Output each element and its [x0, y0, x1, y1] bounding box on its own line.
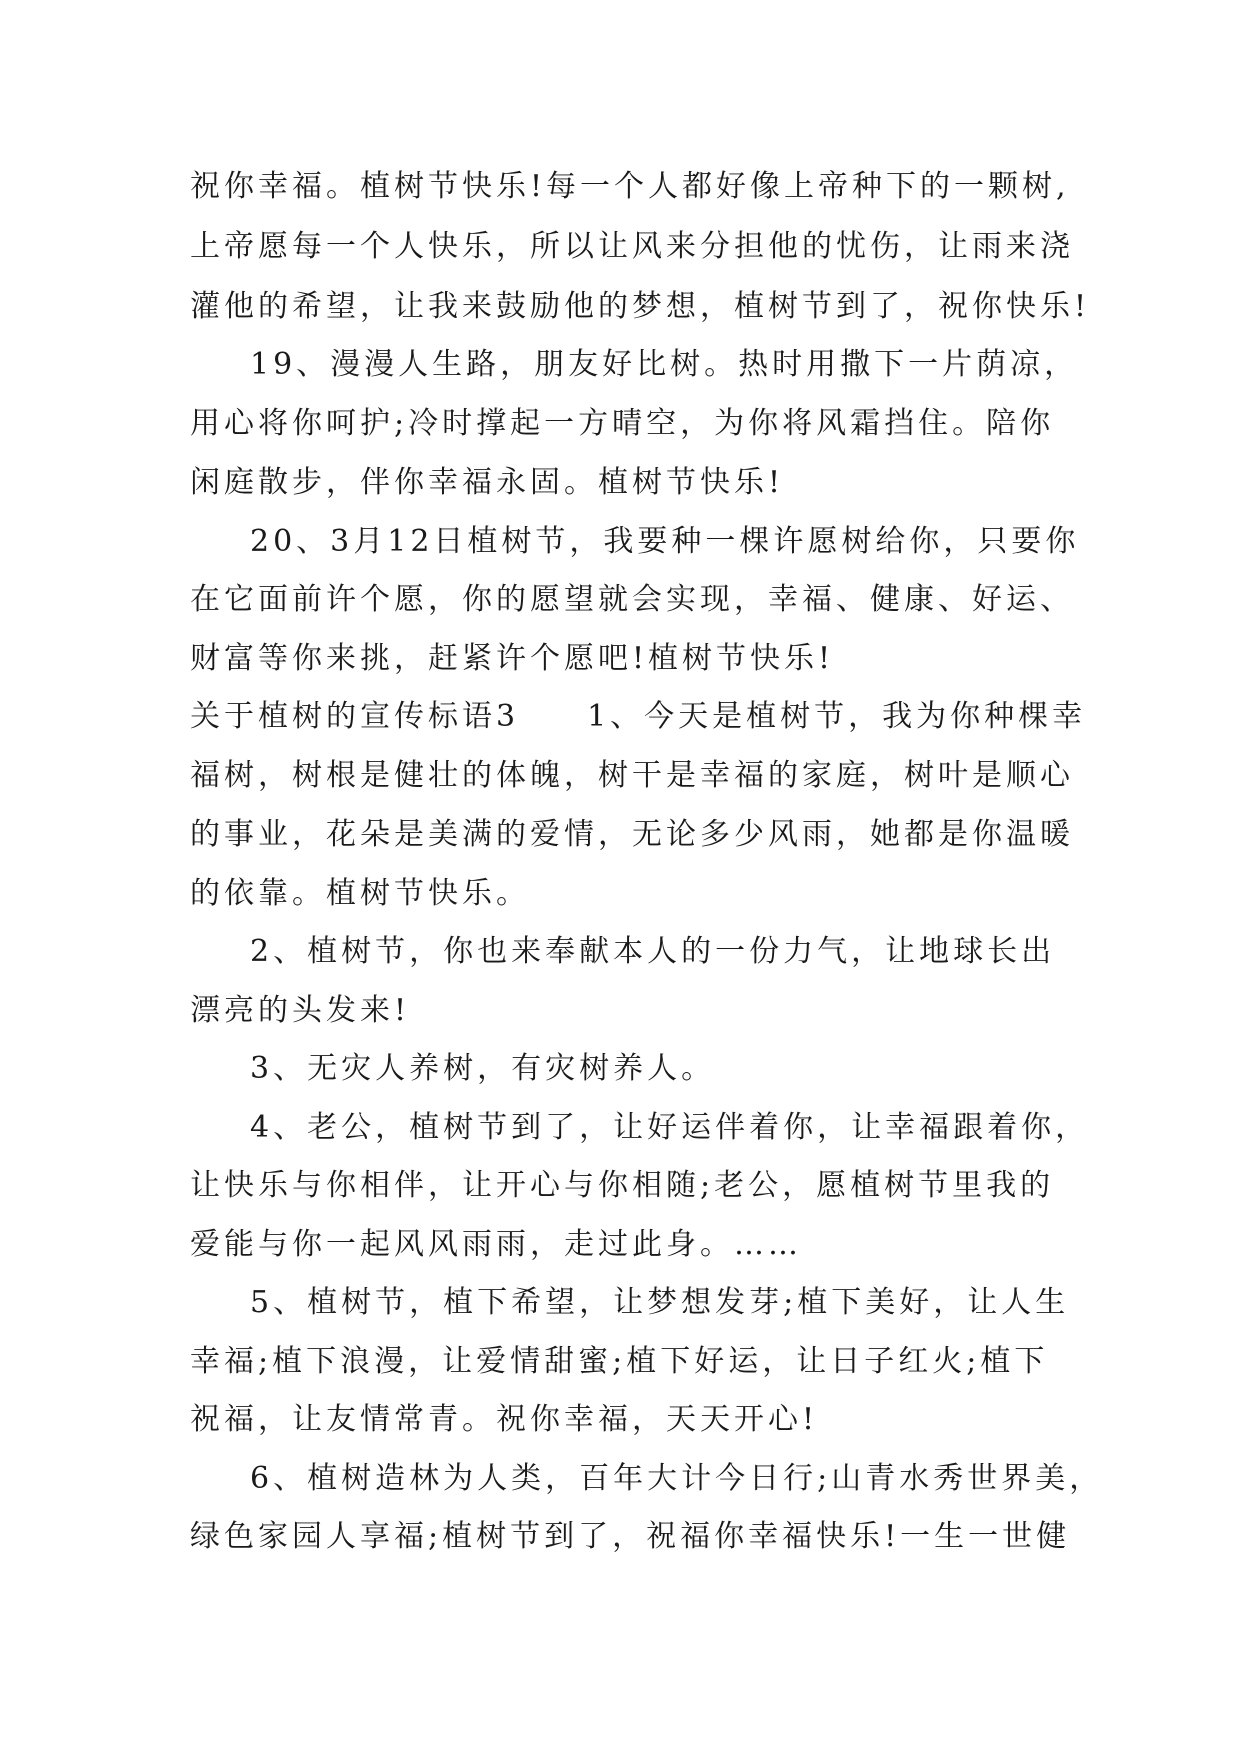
text-line: 让快乐与你相伴，让开心与你相随;老公，愿植树节里我的 [190, 1168, 1055, 1203]
text-line: 6、植树造林为人类，百年大计今日行;山青水秀世界美， [250, 1461, 1104, 1496]
text-line: 4、老公，植树节到了，让好运伴着你，让幸福跟着你， [250, 1110, 1090, 1145]
text-line: 幸福;植下浪漫，让爱情甜蜜;植下好运，让日子红火;植下 [190, 1344, 1049, 1379]
text-line: 用心将你呵护;冷时撑起一方晴空，为你将风霜挡住。陪你 [190, 406, 1055, 441]
text-line: 闲庭散步，伴你幸福永固。植树节快乐! [190, 465, 785, 500]
text-line: 5、植树节，植下希望，让梦想发芽;植下美好，让人生 [250, 1285, 1070, 1320]
section-heading-line: 关于植树的宣传标语3 1、今天是植树节，我为你种棵幸 [190, 699, 1087, 734]
text-line: 上帝愿每一个人快乐，所以让风来分担他的忧伤，让雨来浇 [190, 229, 1074, 264]
text-line: 20、3月12日植树节，我要种一棵许愿树给你，只要你 [250, 524, 1080, 559]
text-line: 绿色家园人享福;植树节到了，祝福你幸福快乐!一生一世健 [190, 1519, 1071, 1554]
text-line: 爱能与你一起风风雨雨，走过此身。…… [190, 1227, 802, 1262]
text-line: 灌他的希望，让我来鼓励他的梦想，植树节到了，祝你快乐! [190, 289, 1091, 324]
text-line: 19、漫漫人生路，朋友好比树。热时用撒下一片荫凉， [250, 347, 1079, 382]
text-line: 的依靠。植树节快乐。 [190, 876, 530, 911]
text-line: 2、植树节，你也来奉献本人的一份力气，让地球长出 [250, 934, 1056, 969]
text-line: 漂亮的头发来! [190, 993, 411, 1028]
text-line: 在它面前许个愿，你的愿望就会实现，幸福、健康、好运、 [190, 582, 1074, 617]
text-line: 的事业，花朵是美满的爱情，无论多少风雨，她都是你温暖 [190, 817, 1074, 852]
text-line: 财富等你来挑，赶紧许个愿吧!植树节快乐! [190, 641, 835, 676]
text-line: 祝你幸福。植树节快乐!每一个人都好像上帝种下的一颗树, [190, 169, 1070, 204]
text-line: 福树，树根是健壮的体魄，树干是幸福的家庭，树叶是顺心 [190, 758, 1074, 793]
text-line: 3、无灾人养树，有灾树养人。 [250, 1051, 716, 1086]
text-line: 祝福，让友情常青。祝你幸福，天天开心! [190, 1402, 819, 1437]
